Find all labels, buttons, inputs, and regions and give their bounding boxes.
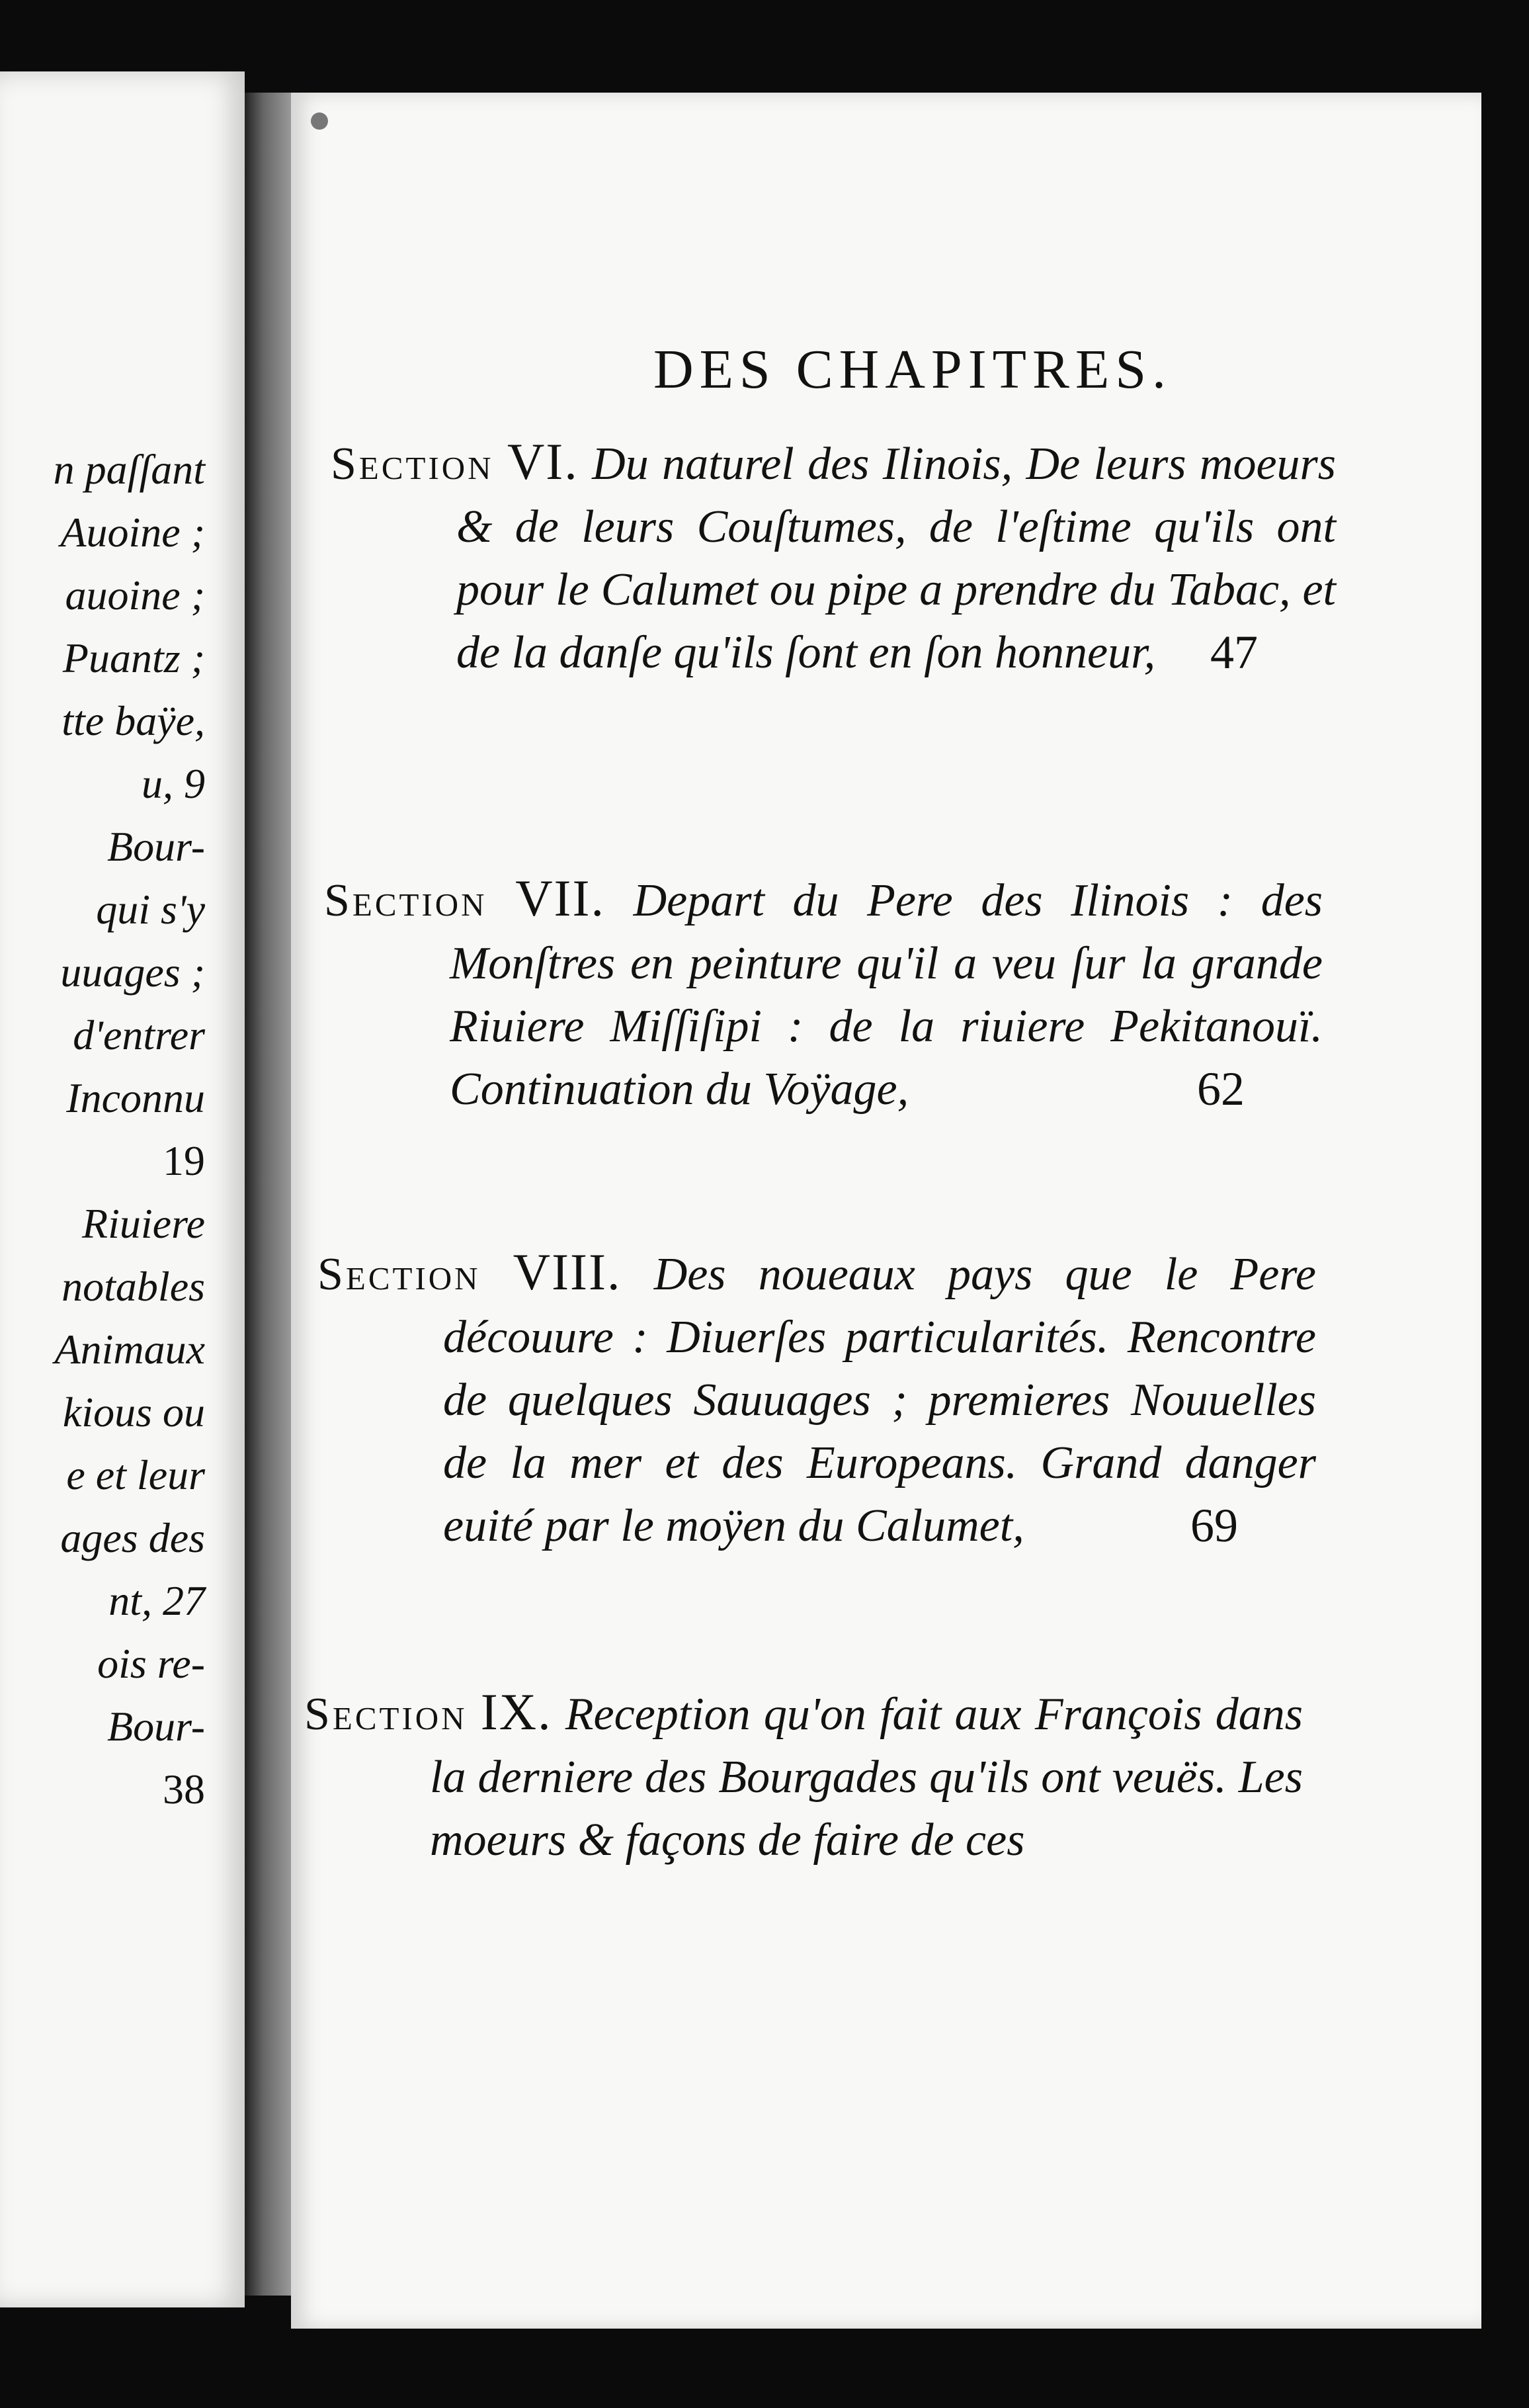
section-number: VII. (515, 869, 605, 927)
section-number: VIII. (513, 1243, 622, 1301)
left-text-fragment: notables (62, 1263, 205, 1310)
left-text-fragment: uuages ; (60, 949, 205, 996)
left-page-number: 38 (163, 1766, 205, 1813)
section-description: Du naturel des Ilinois, De leurs moeurs & de leurs Couſtumes, de l'eſtime qu'ils ont pour le Calumet ou pipe a prendre du Tabac, et de la danſe qu'ils ſont en ſon honneur, (456, 439, 1337, 678)
section-number: IX. (480, 1683, 552, 1741)
left-text-fragment: auoine ; (65, 572, 205, 619)
left-page (0, 71, 245, 2307)
left-text-fragment: qui s'y (96, 886, 205, 933)
section-description: Des noueaux pays que le Pere découure : Diuerſes particularités. Rencontre de quelques Sauuages ; premieres Nouuelles de la mer et des Europeans. Grand danger euité par le moÿen du Calumet, (443, 1249, 1316, 1551)
section-label: Section (331, 439, 494, 490)
toc-entry-section-ix (304, 1680, 1303, 1871)
section-description: Reception qu'on fait aux François dans la derniere des Bourgades qu'ils ont veuës. Les moeurs & façons de faire de ces (430, 1689, 1303, 1866)
left-text-fragment: Bour- (106, 1703, 205, 1750)
left-text-fragment: d'entrer (73, 1011, 205, 1058)
left-text-fragment: nt, 27 (108, 1577, 205, 1624)
left-text-fragment: u, 9 (142, 760, 205, 807)
left-page-number: 19 (163, 1137, 205, 1184)
section-label: Section (304, 1689, 468, 1740)
right-page (291, 93, 1481, 2329)
left-text-fragment: Bour- (106, 823, 205, 870)
toc-entry-section-viii: Section VIII. Des noueaux pays que le Pere découure : Diuerſes particularités. Rencontre de quelques Sauuages ; premieres Nouuelles de la mer et des Europeans. Grand danger euité par le moÿen du Calumet, 69 (317, 1243, 1316, 1552)
left-text-fragment: Auoine ; (60, 509, 205, 556)
left-text-fragment: ages des (60, 1514, 205, 1561)
left-text-fragment: Puantz ; (62, 634, 205, 681)
left-text-fragment: ois re- (97, 1640, 205, 1687)
section-description: Depart du Pere des Ilinois : des Monſtres en peinture qu'il a veu ſur la grande Riuiere Miſſiſipi : de la riuiere Pekitanouï. Continuation du Voÿage, (450, 875, 1323, 1115)
left-text-fragment: tte baÿe, (62, 697, 205, 744)
section-label: Section (324, 875, 487, 926)
left-text-fragment: n paſſant (53, 446, 205, 493)
section-number: VI. (507, 433, 579, 490)
left-text-fragment: kious ou (62, 1389, 205, 1436)
left-text-fragment: Animaux (54, 1326, 205, 1373)
left-text-fragment: Riuiere (82, 1200, 205, 1247)
toc-entry-section-vii: Section VII. Depart du Pere des Ilinois : des Monſtres en peinture qu'il a veu ſur la grande Riuiere Miſſiſipi : de la riuiere Pekitanouï. Continuation du Voÿage, 62 (324, 869, 1323, 1115)
toc-entry-section-vi: Section VI. Du naturel des Ilinois, De leurs moeurs & de leurs Couſtumes, de l'eſtime qu'ils ont pour le Calumet ou pipe a prendre du Tabac, et de la danſe qu'ils ſont en ſon honneur, 47 (331, 433, 1337, 679)
section-label: Section (317, 1249, 481, 1300)
book-gutter (245, 93, 291, 2296)
left-text-fragment: Inconnu (66, 1074, 205, 1121)
page-heading: DES CHAPITRES. (653, 339, 1173, 400)
left-text-fragment: e et leur (66, 1451, 205, 1498)
